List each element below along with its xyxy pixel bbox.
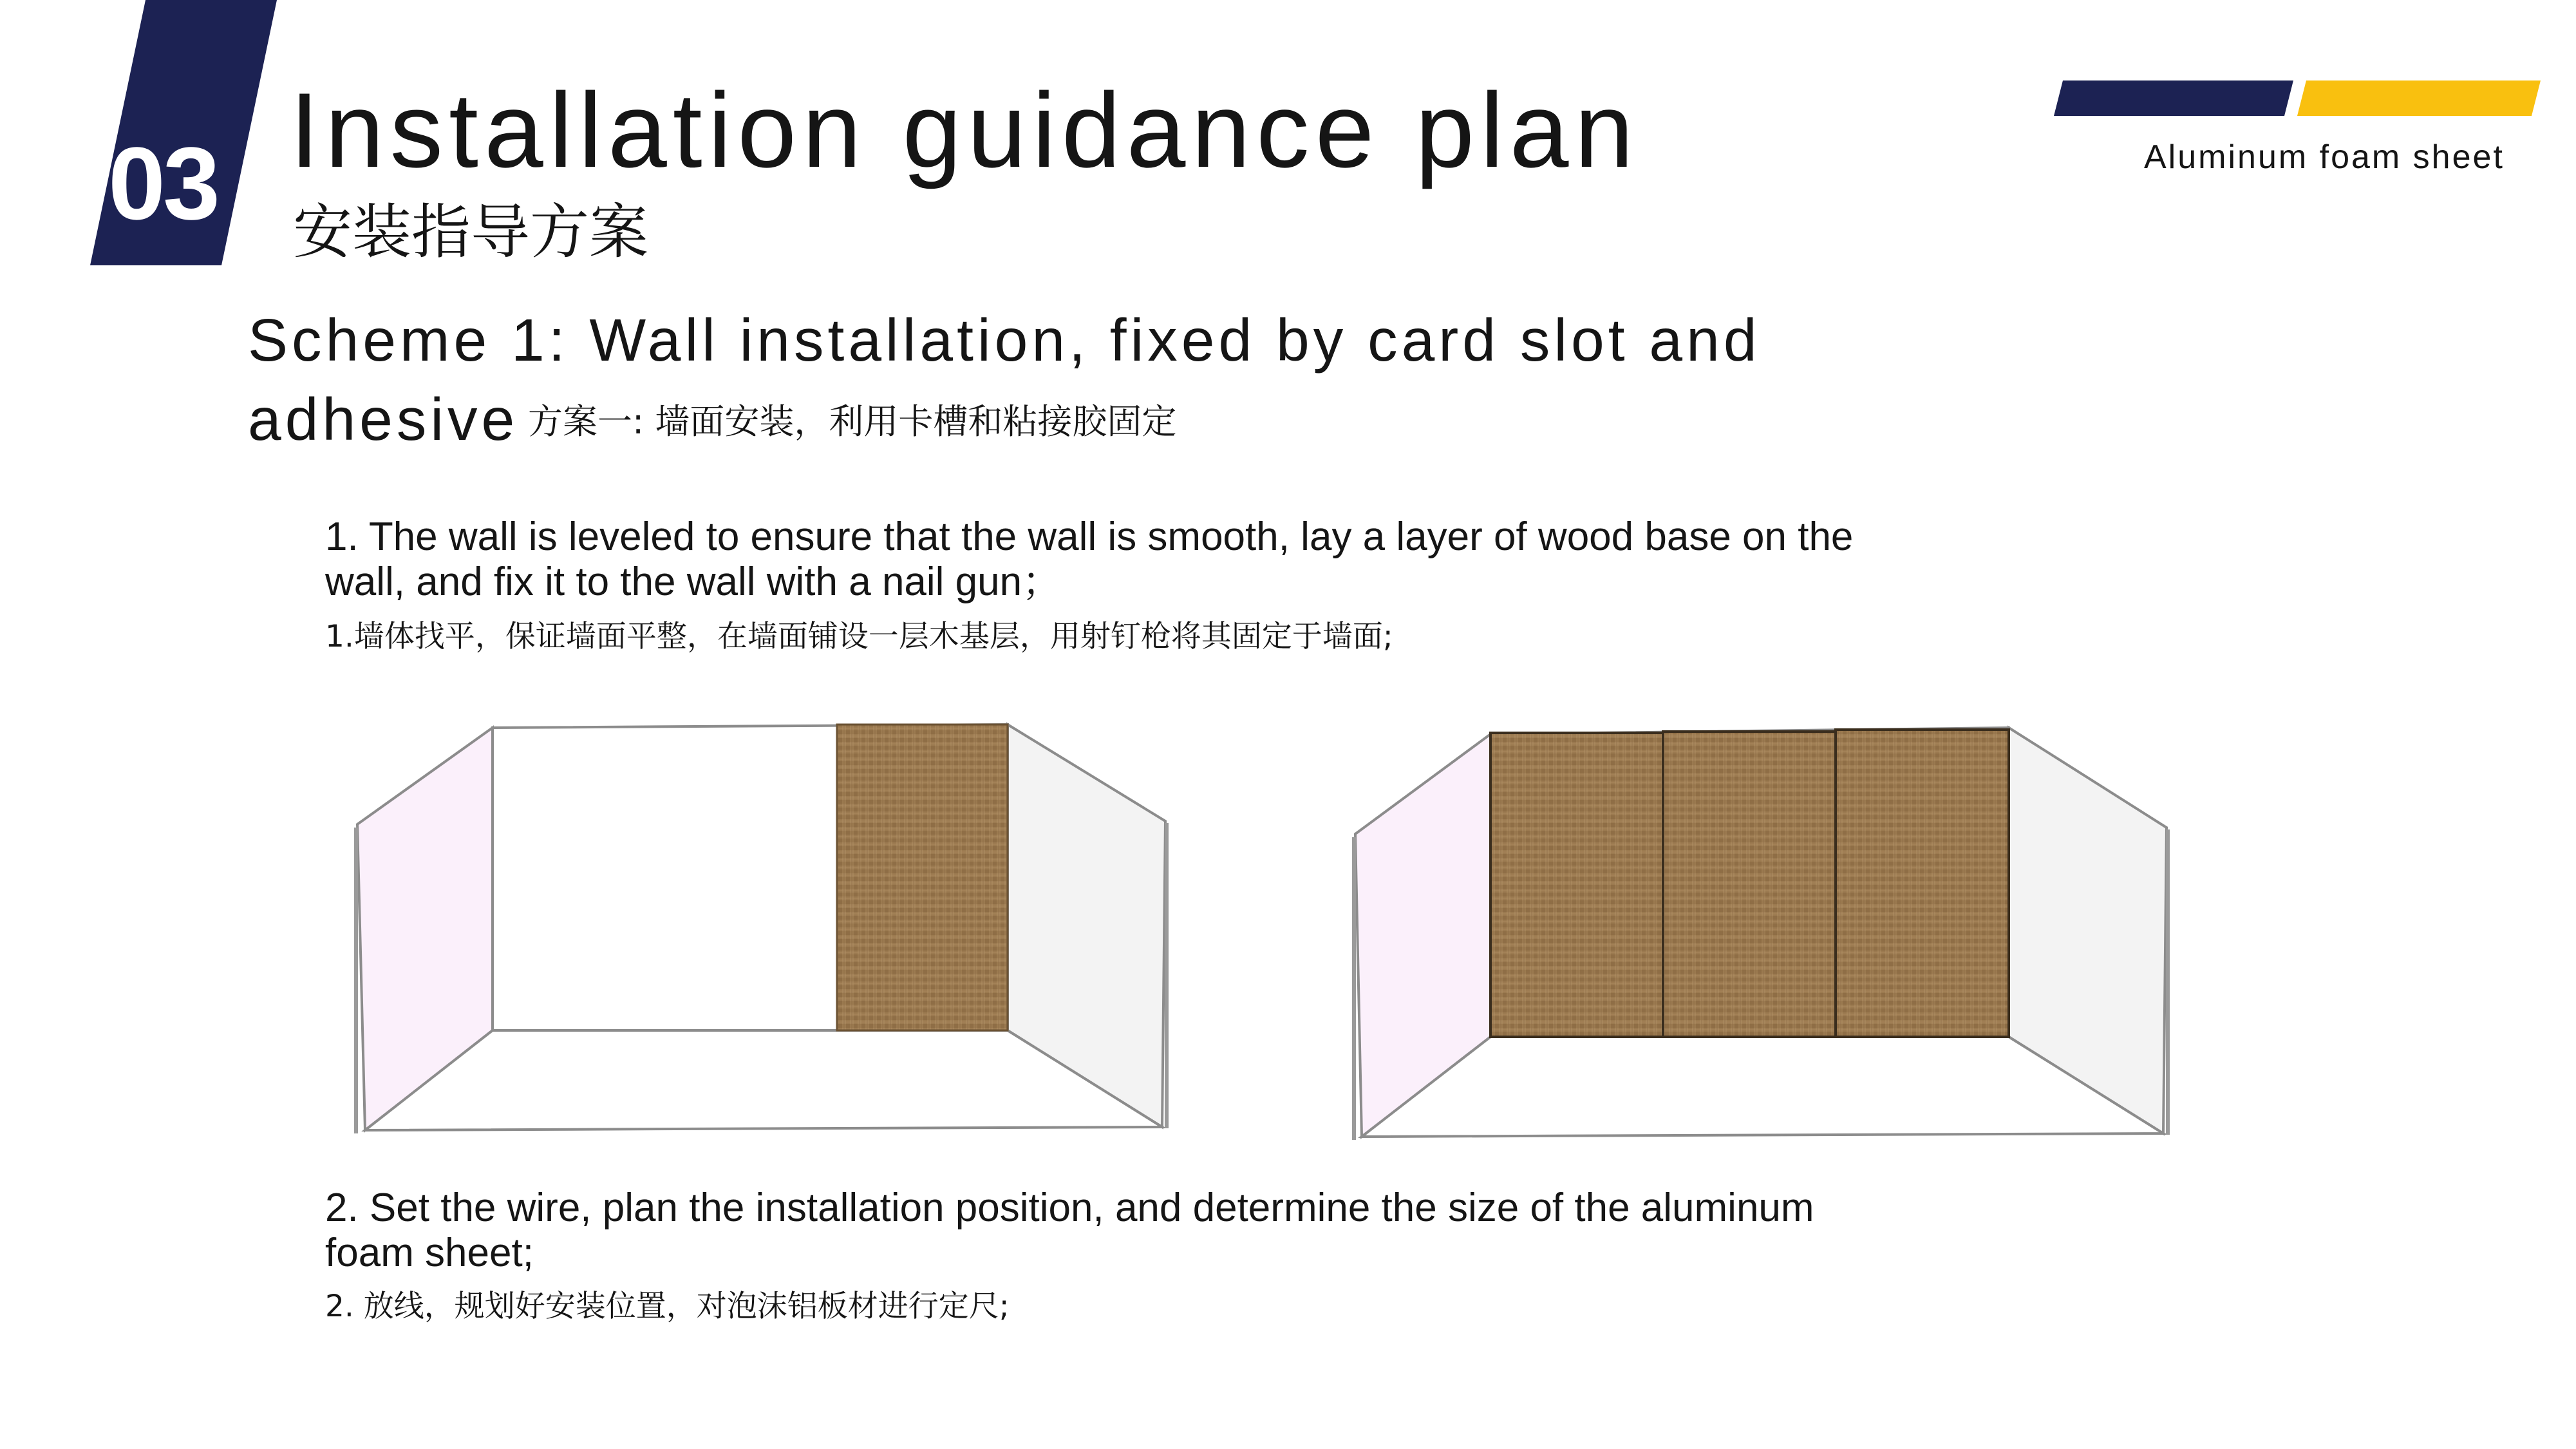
page-subtitle: 安装指导方案: [293, 198, 649, 267]
right-room-foam-panel: [1490, 733, 1663, 1037]
left-room-floor: [365, 1030, 1162, 1130]
right-room-foam-panel: [1663, 732, 1836, 1037]
scheme-title-line1: Scheme 1: Wall installation, fixed by card slot and: [248, 307, 1761, 374]
step2-text-cn: 2. 放线，规划好安装位置，对泡沫铝板材进行定尺;: [325, 1289, 1010, 1324]
right-room-left-wall: [1355, 734, 1490, 1137]
section-number: 03: [108, 126, 218, 241]
page-title: Installation guidance plan: [290, 71, 1640, 189]
scheme-title-line2: adhesive: [248, 386, 519, 453]
right-room-floor: [1362, 1037, 2163, 1137]
right-room-back-wall: [1490, 728, 2009, 1037]
step2-text-en-line2: foam sheet;: [325, 1231, 534, 1275]
step1-text-en-line2: wall, and fix it to the wall with a nail gun；: [325, 560, 1062, 604]
right-room-illustration: [1354, 728, 2168, 1140]
left-room-back-wall: [493, 724, 1008, 1030]
step1-text-en-line1: 1. The wall is leveled to ensure that the wall is smooth, lay a layer of wood base on the: [325, 515, 1854, 559]
left-room-left-wall: [357, 728, 493, 1130]
right-room-foam-panel: [1836, 730, 2009, 1037]
left-room-foam-panel: [837, 724, 1008, 1030]
navy-accent-bar: [2054, 80, 2293, 116]
left-room-illustration: [356, 724, 1167, 1133]
gold-accent-bar: [2297, 80, 2541, 116]
step1-text-cn: 1.墙体找平，保证墙面平整，在墙面铺设一层木基层，用射钉枪将其固定于墙面;: [325, 619, 1393, 654]
right-room-right-wall: [2009, 728, 2167, 1133]
step2-text-en-line1: 2. Set the wire, plan the installation position, and determine the size of the aluminum: [325, 1186, 1814, 1230]
left-room-right-wall: [1008, 724, 1165, 1127]
scheme-title-cn: 方案一: 墙面安装，利用卡槽和粘接胶固定: [528, 401, 1177, 442]
brand-accent-bars: [2054, 80, 2543, 118]
brand-tagline: Aluminum foam sheet: [2144, 138, 2505, 176]
